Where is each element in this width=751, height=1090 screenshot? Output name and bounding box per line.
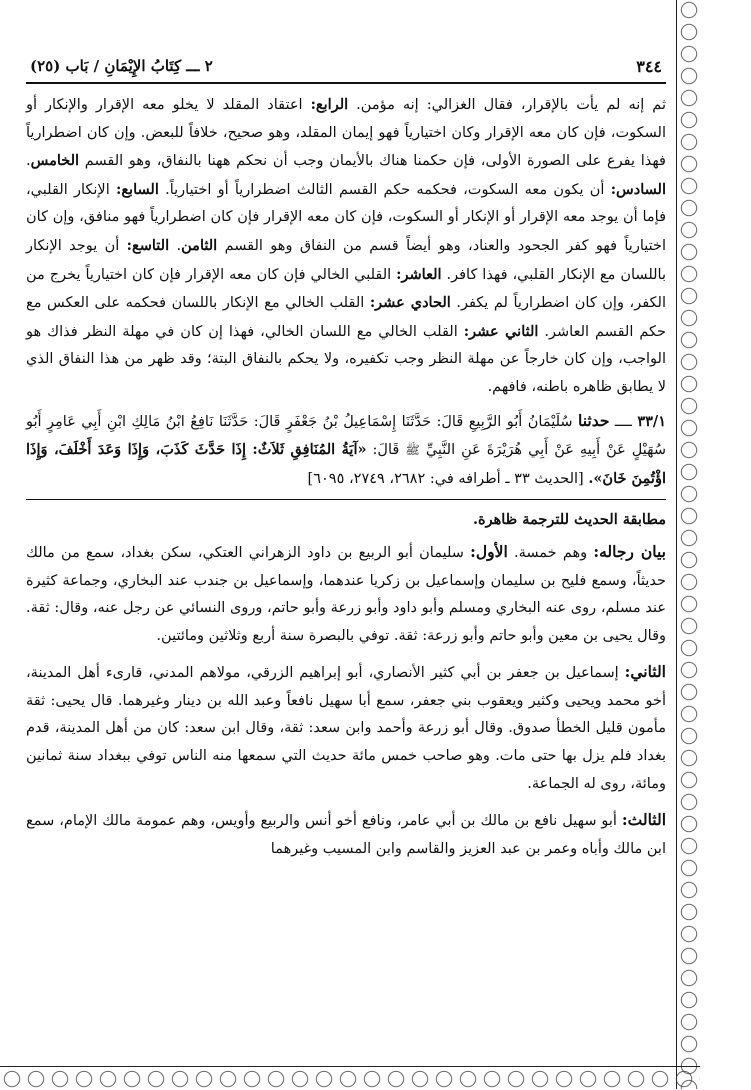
hadith-text: ٣٣/١ ــــ حدثنا سُلَيْمَانُ أَبُو الرَّبِيعِ قَالَ: حَدَّثَنَا إِسْمَاعِيلُ بْنُ جَعْفَرٍ قَالَ: حَدَّثَنَا نَافِعُ ابْنُ مَالِكِ ابْنِ أَبِي عَامِرٍ أَبُو سُهَيْلٍ عَنْ أَبِيهِ عَنْ أَبِي هُرَيْرَةَ عَنِ النَّبِيِّ ﷺ قَالَ: «آيَةُ المُنَافِقِ ثَلاَثٌ: إِذَا حَدَّثَ كَذَبَ، وَإِذَا وَعَدَ أَخْلَفَ، وَإِذَا اؤْتُمِنَ خَانَ». [الحديث ٣٣ ـ أطرافه في: ٢٦٨٢، ٢٧٤٩، ٦٠٩٥]	[26, 410, 666, 487]
section-divider	[26, 499, 666, 500]
salawat-symbol: ﷺ	[405, 443, 420, 458]
commentary-paragraph: ثم إنه لم يأت بالإقرار، فقال الغزالي: إنه مؤمن. الرابع: اعتقاد المقلد لا يخلو معه الإقرار والإنكار أو السكوت، فإن كان معه الإقرار وكان اختيارياً فهو إيمان المقلد، وهو صحيح، خلافاً للبعض. وإن كان اضطرارياً فهذا يفرع على الصورة الأولى، فإن حكمنا هناك بالأيمان وجب أن نحكم ههنا بالنفاق، وهو القسم الخامس. السادس: أن يكون معه السكوت، فحكمه حكم القسم الثالث اضطرارياً أو اختيارياً. السابع: الإنكار القلبي، فإما أن يوجد معه الإقرار أو الإنكار أو السكوت، فإن كان معه الإقرار فإن كان اضطرارياً فهو منافق، وإن كان اختيارياً فهو كفر الجحود والعناد، وهو أيضاً قسم من النفاق وهو القسم الثامن. التاسع: أن يوجد الإنكار باللسان مع الإنكار القلبي، فهذا كافر. العاشر: القلبي الخالي فإن كان معه الإقرار فإن كان اختيارياً يخرج من الكفر، وإن كان اضطرارياً لم يكفر. الحادي عشر: القلب الخالي مع الإنكار باللسان فحكمه على العكس مع حكم القسم العاشر. الثاني عشر: القلب الخالي مع اللسان الخالي، فهذا إن كان في مهلة النظر فذاك هو الواجب، وإن كان خارجاً عن مهلة النظر وجب تكفيره، ولا يحكم بالنفاق البتة؛ وقد ظهر من هذا النفاق الذي لا يطابق ظاهره باطنه، فافهم.	[26, 96, 667, 395]
book-page	[26, 54, 666, 1059]
hadith-reference: [الحديث ٣٣ ـ أطرافه في: ٢٦٨٢، ٢٧٤٩، ٦٠٩٥]	[307, 470, 589, 487]
chapter-title: ٢ ـــ كِتَابُ الإِيْمَانِ / بَاب (٢٥)	[30, 57, 213, 76]
ornamental-border-bottom	[0, 1066, 700, 1090]
hadith-matn: «آيَةُ المُنَافِقِ ثَلاَثٌ: إِذَا حَدَّثَ كَذَبَ، وَإِذَا وَعَدَ أَخْلَفَ، وَإِذَا اؤْتُمِنَ خَانَ».	[26, 441, 666, 487]
narrators-section: بيان رجاله: وهم خمسة. الأول: سليمان أبو الربيع بن داود الزهراني العتكي، سكن بغداد، سمع من مالك حديثاً، وسمع فليح بن سليمان وإسماعيل بن زكريا عندهما، وإسماعيل بن جندب عند البخاري، وجماعة كثيرة عند مسلم، روى عنه البخاري ومسلم وأبو داود وأبو زرعة وأبو حاتم، وروى النسائي عن رجل عنه، وقال: ثقة. وقال يحيى بن معين وأبو حاتم وأبو زرعة: ثقة. توفي بالبصرة سنة أربع وثلاثين ومائتين.	[26, 541, 666, 644]
page-number: ٣٤٤	[636, 57, 662, 77]
narrator-third: الثالث: أبو سهيل نافع بن مالك بن أبي عامر، ونافع أخو أنس والربيع وأويس، وهم عمومة مالك الإمام، سمع ابن مالك وأباه وعمر بن عبد العزيز والقاسم وابن المسيب وغيرهما	[26, 810, 666, 857]
mutabaqa-note: مطابقة الحديث للترجمة ظاهرة.	[472, 511, 666, 529]
page-header	[26, 54, 666, 84]
narrator-second: الثاني: إسماعيل بن جعفر بن أبي كثير الأنصاري، أبو إبراهيم الزرقي، مولاهم المدني، قارىء أهل المدينة، أخو محمد ويحيى وكثير ويعقوب بني جعفر، سمع أبا سهيل نافعاً وعبد الله بن دينار وغيرهما. قال يحيى: ثقة مأمون قليل الخطأ صدوق. وقال أبو زرعة وأحمد وابن سعد: ثقة، وقال ابن سعد: كان من أهل المدينة، قدم بغداد فلم يزل بها حتى مات. وهو صاحب خمس مائة حديث التي سمعها منه الناس توفي ببغداد سنة ثمانين ومائة، روى له الجماعة.	[26, 662, 666, 792]
ornamental-border-right	[676, 0, 701, 1089]
hadith-number: ٣٣/١	[637, 412, 666, 430]
